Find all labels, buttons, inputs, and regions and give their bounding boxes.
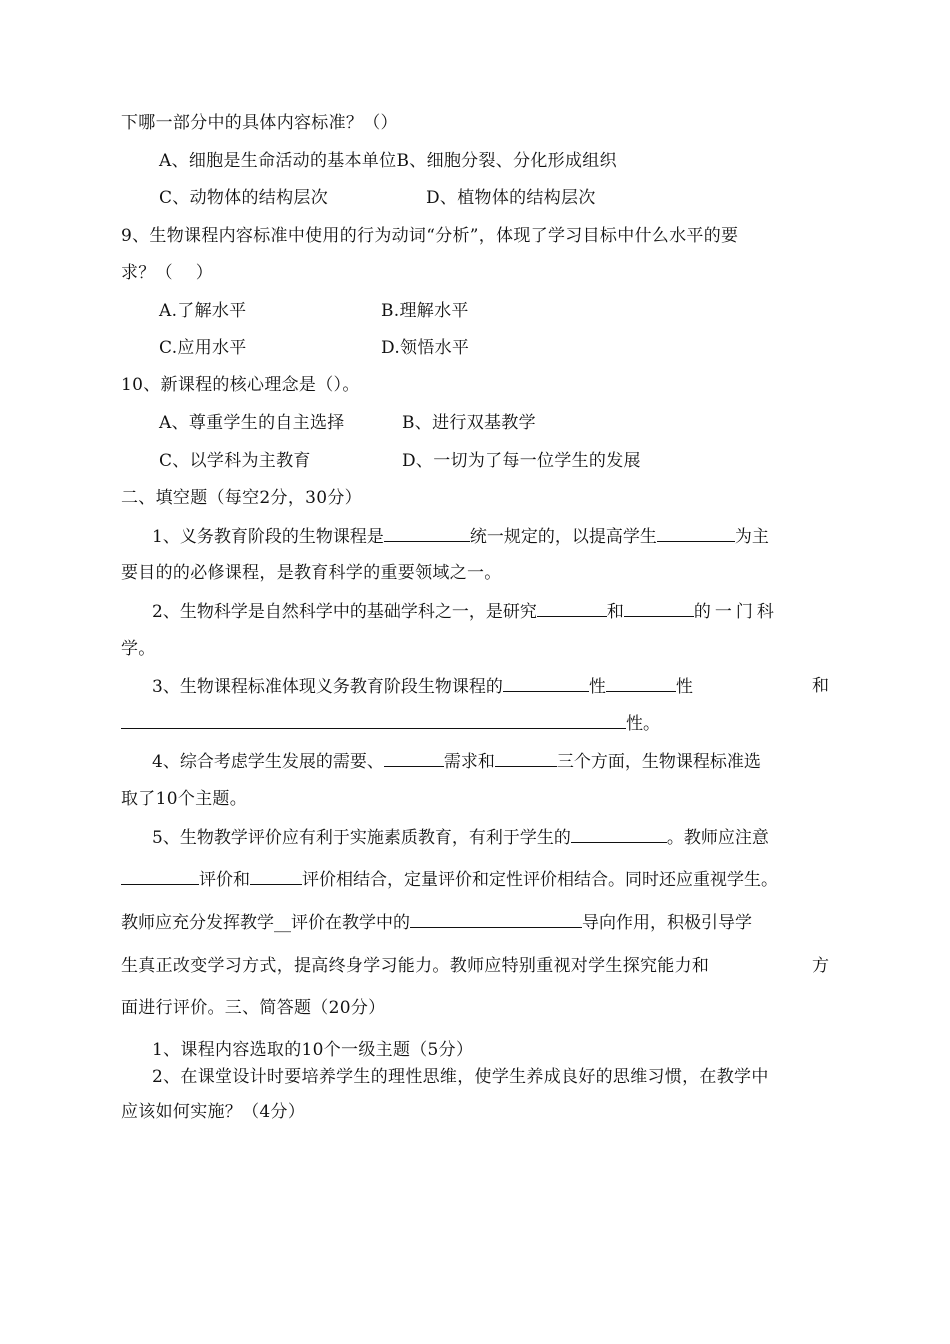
fill-3-text-a: 3、生物课程标准体现义务教育阶段生物课程的	[152, 677, 503, 697]
question-10-option-d: D、一切为了每一位学生的发展	[402, 451, 641, 471]
fill-4-text-c: 三个方面，生物课程标准选	[556, 752, 761, 772]
fill-4-line-2: 取了10个主题。	[121, 789, 248, 809]
fill-5-text-h: 方	[812, 956, 830, 976]
fill-2-line-1	[152, 600, 778, 623]
fill-2-text-a: 2、生物科学是自然科学中的基础学科之一，是研究	[152, 602, 537, 622]
fill-5-text-c: 评价和	[199, 870, 250, 890]
question-10-option-c: C、以学科为主教育	[159, 451, 311, 471]
fill-3-blank-3[interactable]	[121, 712, 626, 729]
fill-1-line-1	[152, 525, 769, 548]
fill-3-blank-2[interactable]	[606, 675, 676, 692]
short-answer-1: 1、课程内容选取的10个一级主题（5分）	[152, 1040, 474, 1060]
question-9-option-d: D.领悟水平	[381, 338, 470, 358]
fill-5-line-5: 面进行评价。三、简答题（20分）	[121, 998, 386, 1018]
question-9-stem: 9、生物课程内容标准中使用的行为动词“分析”，体现了学习目标中什么水平的要	[121, 226, 739, 246]
question-9-option-a: A.了解水平	[159, 301, 247, 321]
fill-3-text-d: 和	[812, 676, 830, 696]
fill-4-blank-2[interactable]	[495, 750, 557, 767]
fill-1-text-a: 1、义务教育阶段的生物课程是	[152, 527, 384, 547]
fill-2-blank-1[interactable]	[537, 600, 607, 617]
fill-5-text-f: 导向作用，积极引导学	[582, 913, 752, 933]
fill-5-blank-1[interactable]	[571, 826, 667, 843]
short-answer-2-line-1: 2、在课堂设计时要培养学生的理性思维，使学生养成良好的思维习惯，在教学中	[152, 1067, 769, 1087]
question-8-option-d: D、植物体的结构层次	[426, 188, 596, 208]
fill-5-line-4: 生真正改变学习方式，提高终身学习能力。教师应特别重视对学生探究能力和	[121, 956, 710, 976]
fill-1-blank-1[interactable]	[384, 525, 470, 542]
question-9-stem-end: 求？（ ）	[121, 263, 214, 283]
fill-4-blank-1[interactable]	[384, 750, 444, 767]
question-10-stem: 10、新课程的核心理念是（）。	[121, 375, 360, 395]
question-9-option-c: C.应用水平	[159, 338, 247, 358]
fill-5-text-a: 5、生物教学评价应有利于实施素质教育，有利于学生的	[152, 828, 571, 848]
fill-5-blank-4[interactable]	[410, 911, 582, 928]
section-2-heading: 二、填空题（每空2分，30分）	[121, 488, 362, 508]
fill-4-text-a: 4、综合考虑学生发展的需要、	[152, 752, 384, 772]
fill-4-line-1	[152, 750, 761, 773]
fill-3-text-b: 性	[588, 677, 606, 697]
fill-2-text-b: 和	[606, 602, 624, 622]
fill-2-blank-2[interactable]	[624, 600, 694, 617]
fill-3-blank-1[interactable]	[503, 675, 589, 692]
fill-3-line-1	[152, 675, 693, 698]
fill-1-blank-2[interactable]	[657, 525, 735, 542]
fill-5-line-1	[152, 826, 769, 849]
fill-5-text-e: 教师应充分发挥教学__评价在教学中的	[121, 913, 410, 933]
fill-2-line-2: 学。	[121, 639, 156, 659]
short-answer-2-line-2: 应该如何实施？（4分）	[121, 1102, 306, 1122]
fill-1-text-c: 为主	[734, 527, 769, 547]
fill-1-text-b: 统一规定的，以提高学生	[469, 527, 657, 547]
fill-3-line-2	[121, 712, 660, 735]
question-8-continuation: 下哪一部分中的具体内容标准？（）	[121, 113, 398, 133]
question-9-option-b: B.理解水平	[381, 301, 469, 321]
fill-2-text-c: 的一门科	[693, 602, 778, 622]
fill-5-line-3	[121, 911, 752, 934]
fill-4-text-b: 需求和	[443, 752, 495, 772]
question-10-option-a: A、尊重学生的自主选择	[159, 413, 345, 433]
fill-5-text-d: 评价相结合，定量评价和定性评价相结合。同时还应重视学生。	[302, 870, 778, 890]
question-8-options-ab: A、细胞是生命活动的基本单位B、细胞分裂、分化形成组织	[159, 151, 617, 171]
question-8-option-c: C、动物体的结构层次	[159, 188, 329, 208]
fill-5-blank-2[interactable]	[121, 868, 199, 885]
fill-3-text-e: 性。	[626, 714, 660, 734]
fill-5-blank-3[interactable]	[250, 868, 302, 885]
fill-5-text-b: 。教师应注意	[666, 828, 769, 848]
fill-3-text-c: 性	[675, 677, 693, 697]
question-10-option-b: B、进行双基教学	[402, 413, 536, 433]
fill-5-line-2	[121, 868, 778, 891]
fill-1-line-2: 要目的的必修课程，是教育科学的重要领域之一。	[121, 563, 502, 583]
